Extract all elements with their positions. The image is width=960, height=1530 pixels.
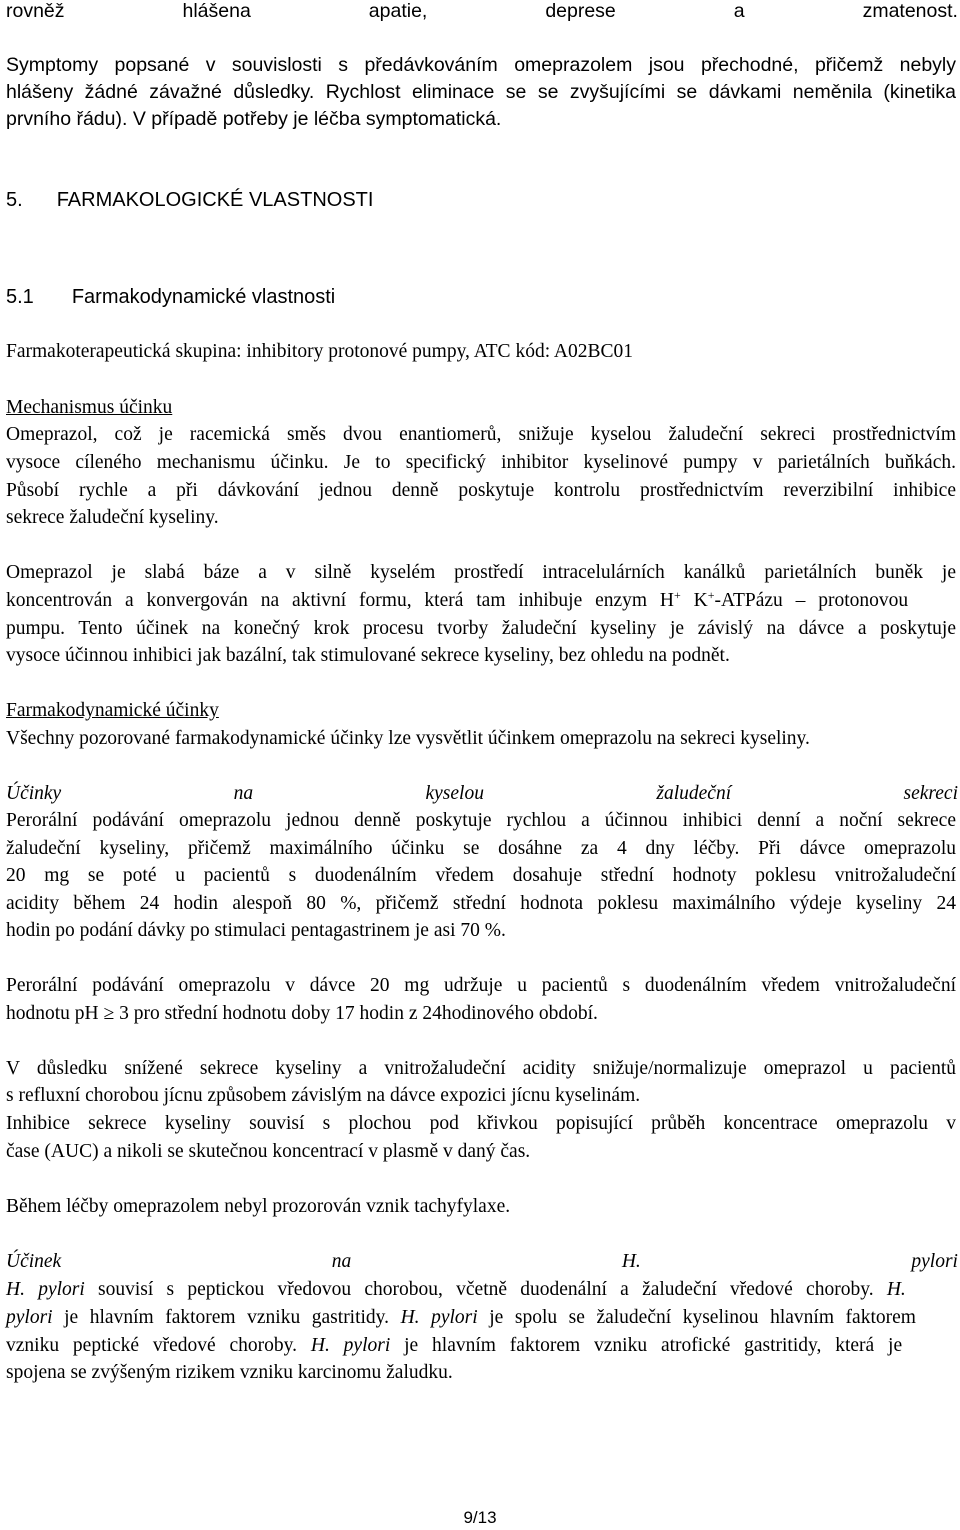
paragraph-heading: Mechanismus účinku <box>6 397 173 418</box>
text-line: vysoce účinnou inhibici jak bazální, tak stimulované sekrece kyseliny, bez ohledu na podnět. <box>6 645 730 666</box>
text-line: vzniku peptické vředové choroby. H. pylori je hlavním faktorem vzniku atrofické gastritidy, která je <box>6 1335 903 1356</box>
text-line: Působí rychle a při dávkování jednou denně poskytuje kontrolu prostřednictvím reverzibilní inhibice <box>6 480 956 501</box>
text-line: 20 mg se poté u pacientů s duodenálním vředem dosahuje střední hodnoty poklesu vnitrožaludeční <box>6 865 956 886</box>
text-line: Všechny pozorované farmakodynamické účinky lze vysvětlit účinkem omeprazolu na sekreci kyseliny. <box>6 728 810 749</box>
text-line: pylori je hlavním faktorem vzniku gastritidy. H. pylori je spolu se žaludeční kyselinou hlavním faktorem <box>6 1307 916 1328</box>
page-number: 9/13 <box>463 1508 497 1527</box>
text-line: Symptomy popsané v souvislosti s předávkováním omeprazolem jsou přechodné, přičemž nebyly <box>6 54 956 76</box>
section-heading: 5. FARMAKOLOGICKÉ VLASTNOSTI <box>6 189 374 211</box>
paragraph-heading: Účinky na kyselou žaludeční sekreci <box>6 783 958 804</box>
text-line: Farmakoterapeutická skupina: inhibitory protonové pumpy, ATC kód: A02BC01 <box>6 341 633 362</box>
text-line: V důsledku snížené sekrece kyseliny a vnitrožaludeční acidity snižuje/normalizuje omeprazol u pacientů <box>6 1058 956 1079</box>
paragraph-heading: Účinek na H. pylori <box>6 1251 958 1272</box>
text-line: prvního řádu). V případě potřeby je léčba symptomatická. <box>6 108 502 130</box>
text-line: vysoce cíleného mechanismu účinku. Je to specifický inhibitor kyselinové pumpy v parietálních buňkách. <box>6 452 956 473</box>
text-line: Během léčby omeprazolem nebyl prozorován vznik tachyfylaxe. <box>6 1196 511 1217</box>
text-line: rovněž hlášena apatie, deprese a zmatenost. <box>6 0 958 22</box>
text-line: žaludeční kyseliny, přičemž maximálního účinku se dosáhne za 4 dny léčby. Při dávce omeprazolu <box>6 838 956 859</box>
text-line: s refluxní chorobou jícnu způsobem závislým na dávce expozici jícnu kyselinám. <box>6 1085 641 1106</box>
text-line: spojena se zvýšeným rizikem vzniku karcinomu žaludku. <box>6 1362 453 1383</box>
paragraph-heading: Farmakodynamické účinky <box>6 700 219 721</box>
text-line: H. pylori souvisí s peptickou vředovou chorobou, včetně duodenální a žaludeční vředové choroby. H. <box>6 1279 906 1300</box>
text-line: Inhibice sekrece kyseliny souvisí s plochou pod křivkou popisující průběh koncentrace omeprazolu v <box>6 1113 956 1134</box>
text-line: sekrece žaludeční kyseliny. <box>6 507 219 528</box>
text-line: Omeprazol je slabá báze a v silně kyselém prostředí intracelulárních kanálků parietálních buněk je <box>6 562 956 583</box>
greater-equal-symbol: ≥ <box>103 1003 115 1024</box>
text-line: Perorální podávání omeprazolu v dávce 20 mg udržuje u pacientů s duodenálním vředem vnitrožaludeční <box>6 975 956 996</box>
text-line: koncentrován a konvergován na aktivní formu, která tam inhibuje enzym H+ K+-ATPázu – protonovou <box>6 588 909 611</box>
text-line: pumpu. Tento účinek na konečný krok procesu tvorby žaludeční kyseliny je závislý na dávce a poskytuje <box>6 618 956 639</box>
text-line: Omeprazol, což je racemická směs dvou enantiomerů, snižuje kyselou žaludeční sekreci prostřednictvím <box>6 424 956 445</box>
text-line: acidity během 24 hodin alespoň 80 %, přičemž střední hodnota poklesu maximálního výdeje kyseliny 24 <box>6 893 956 914</box>
text-line: Perorální podávání omeprazolu jednou denně poskytuje rychlou a účinnou inhibici denní a noční sekrece <box>6 810 956 831</box>
subsection-heading: 5.1 Farmakodynamické vlastnosti <box>6 286 336 308</box>
text-line: hodnotu pH ≥ 3 pro střední hodnotu doby 17 hodin z 24hodinového období. <box>6 1003 598 1024</box>
text-line: čase (AUC) a nikoli se skutečnou koncentrací v plasmě v daný čas. <box>6 1141 531 1162</box>
text-line: hlášeny žádné závažné důsledky. Rychlost eliminace se se zvyšujícími se dávkami neměnila (kinetika <box>6 81 956 103</box>
text-line: hodin po podání dávky po stimulaci pentagastrinem je asi 70 %. <box>6 920 506 941</box>
